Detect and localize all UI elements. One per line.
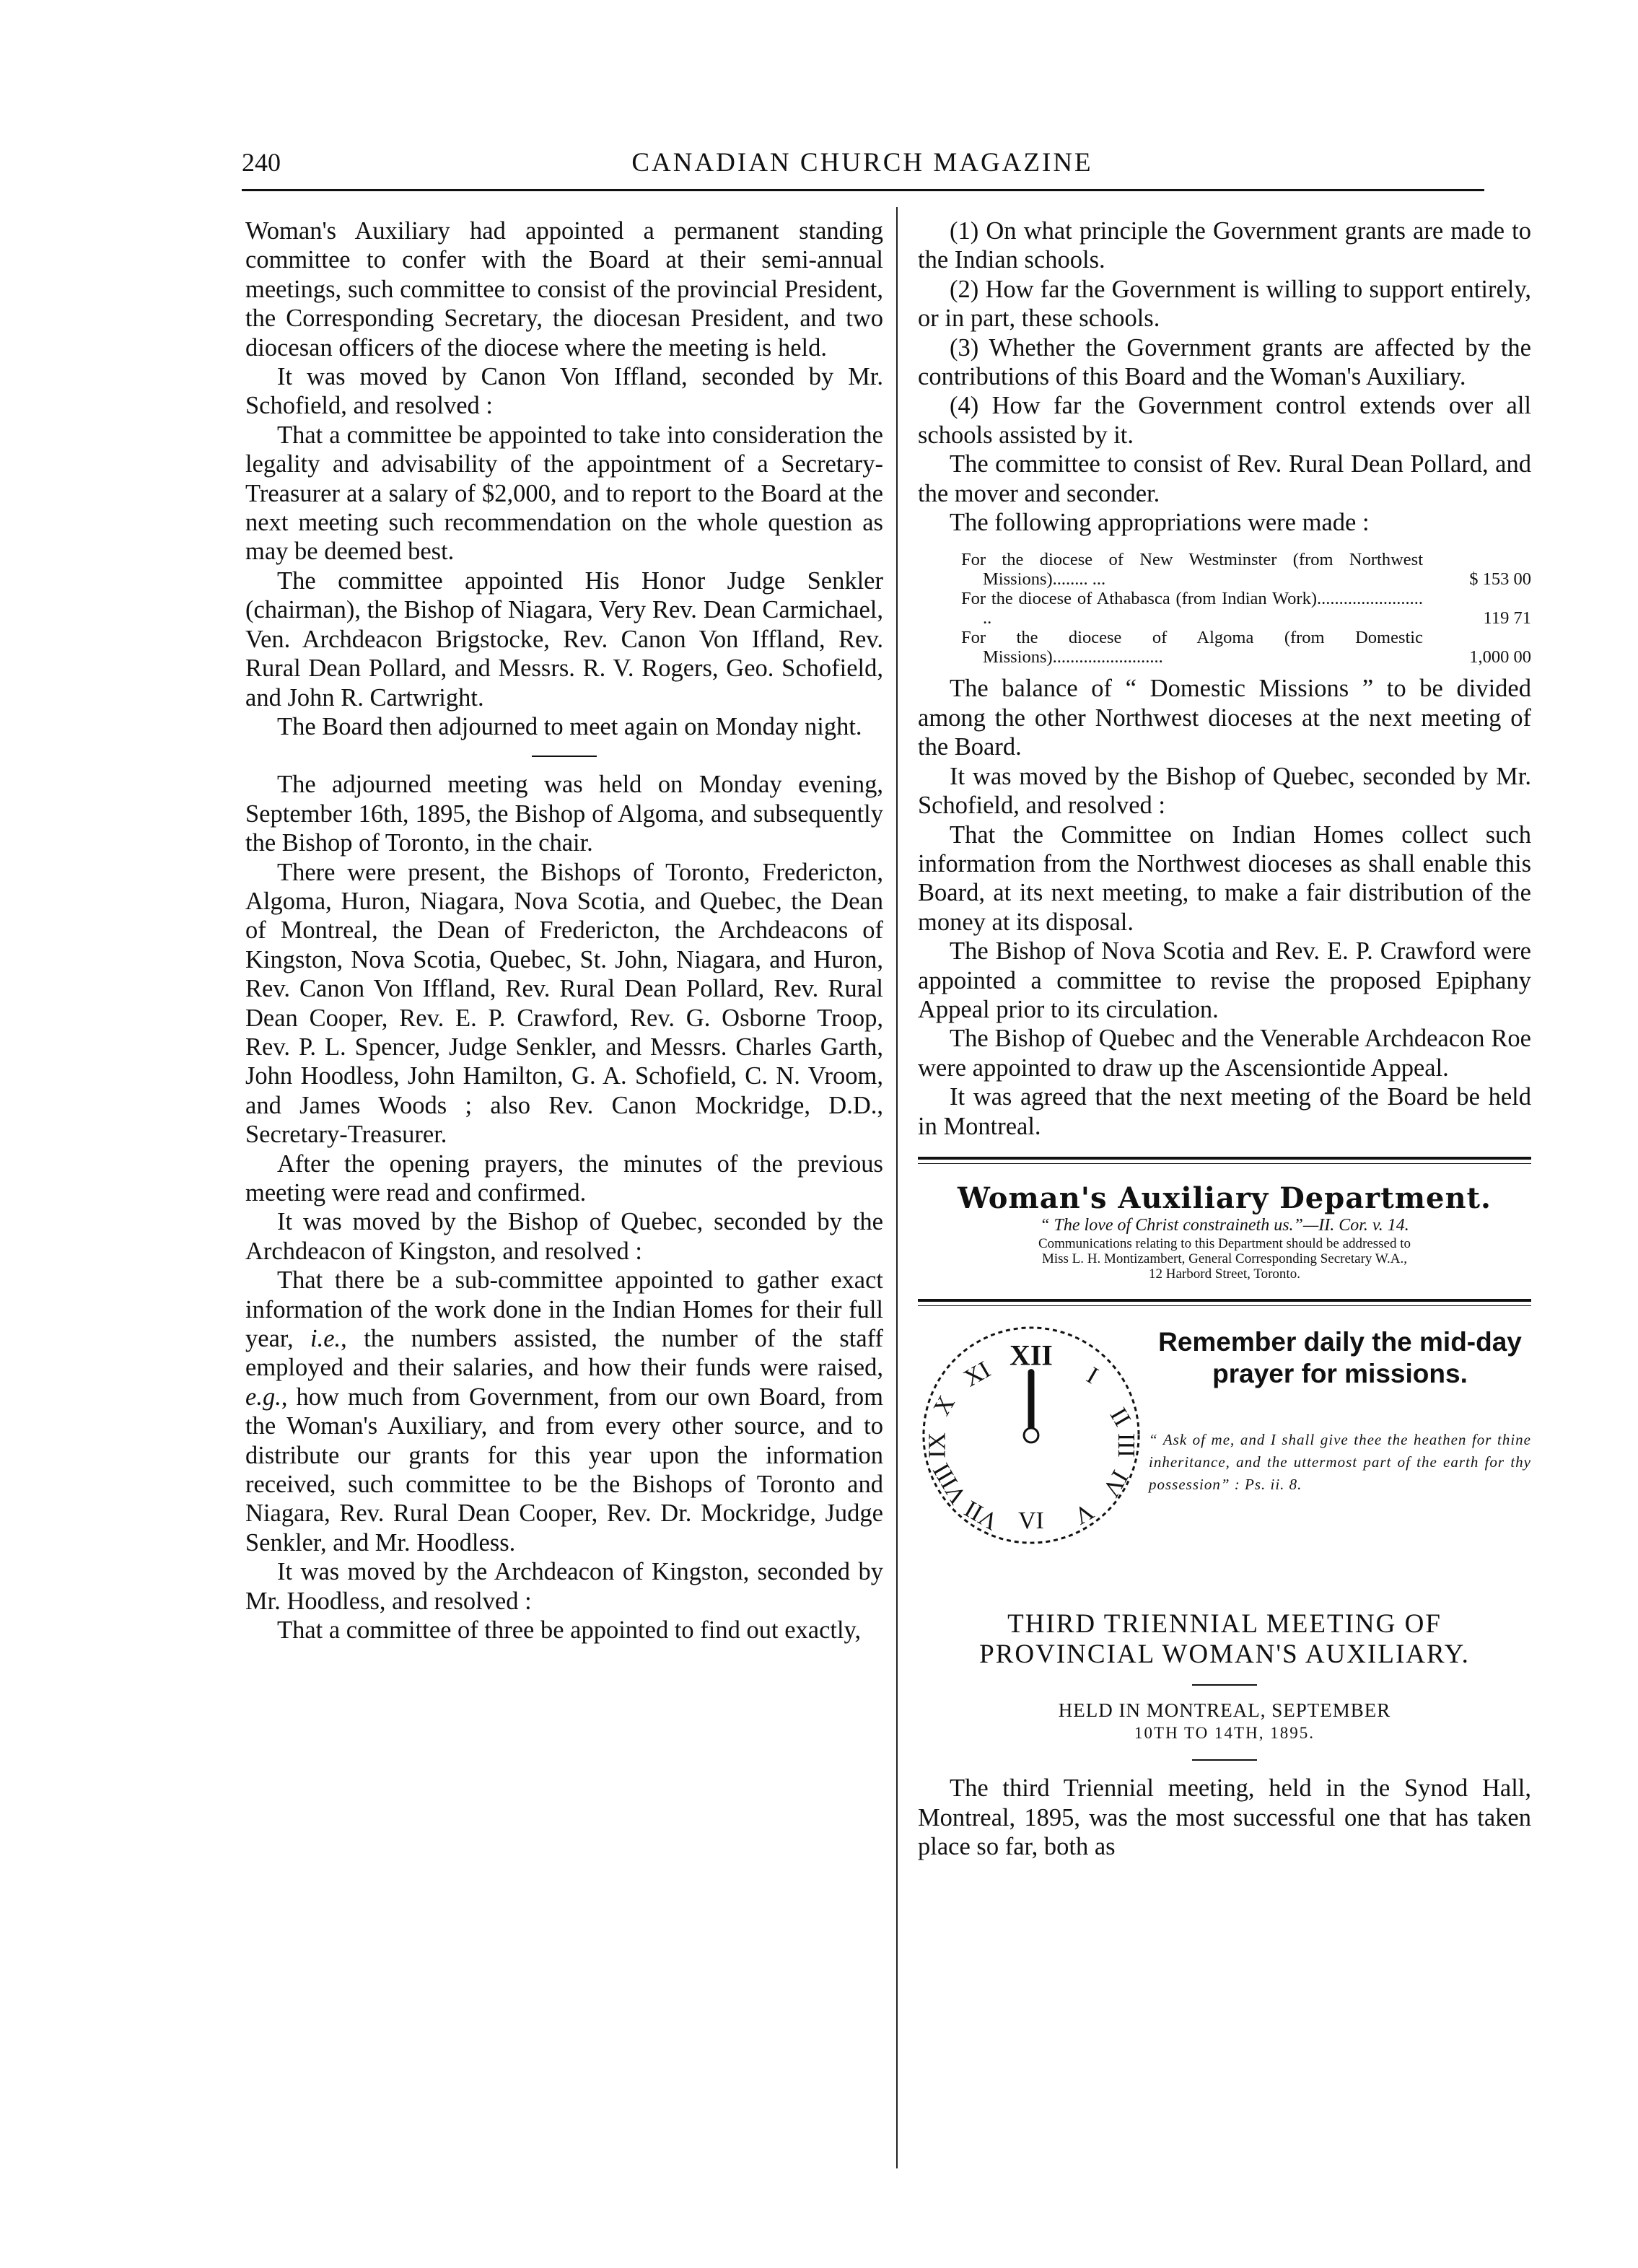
appropriation-amount: $ 153 00 bbox=[1469, 569, 1531, 590]
column-divider bbox=[896, 207, 898, 2168]
paragraph: It was moved by the Bishop of Quebec, seconded by Mr. Schofield, and resolved : bbox=[918, 762, 1531, 820]
appropriation-desc: For the diocese of New Westminster (from Northwest Missions)........ ... bbox=[961, 550, 1423, 590]
paragraph: (4) How far the Government control extends over all schools assisted by it. bbox=[918, 392, 1531, 449]
paragraph: The Bishop of Nova Scotia and Rev. E. P. Crawford were appointed a committee to revise the proposed Epiphany Appeal prior to its circulation. bbox=[918, 937, 1531, 1023]
page-number: 240 bbox=[242, 148, 281, 177]
paragraph: It was moved by Canon Von Iffland, seconded by Mr. Schofield, and resolved : bbox=[245, 363, 883, 420]
italic-abbrev: e.g. bbox=[245, 1383, 281, 1411]
clock-icon bbox=[916, 1321, 1146, 1550]
reminder-heading: Remember daily the mid-day prayer for missions. bbox=[1158, 1327, 1522, 1389]
paragraph: It was moved by the Archdeacon of Kingston, seconded by Mr. Hoodless, and resolved : bbox=[245, 1558, 883, 1615]
comm-line: Miss L. H. Montizambert, General Corresponding Secretary W.A., bbox=[1041, 1251, 1408, 1267]
double-rule bbox=[918, 1157, 1531, 1164]
header-rule bbox=[242, 189, 1484, 191]
svg-text:IX: IX bbox=[924, 1432, 951, 1459]
svg-text:XII: XII bbox=[1009, 1339, 1053, 1372]
paragraph: It was moved by the Bishop of Quebec, seconded by the Archdeacon of Kingston, and resolved : bbox=[245, 1208, 883, 1265]
italic-abbrev: i.e. bbox=[310, 1325, 341, 1353]
department-communications bbox=[918, 1236, 1531, 1282]
held-date: 10TH TO 14TH, 1895. bbox=[1134, 1724, 1315, 1743]
svg-text:III: III bbox=[1113, 1433, 1140, 1458]
svg-text:VII: VII bbox=[960, 1495, 1003, 1536]
paragraph: (3) Whether the Government grants are affected by the contributions of this Board and the Woman's Auxiliary. bbox=[918, 333, 1531, 391]
section-separator bbox=[1192, 1759, 1257, 1761]
svg-text:XI: XI bbox=[959, 1356, 995, 1393]
noon-prayer-box bbox=[918, 1321, 1531, 1602]
paragraph: That a committee of three be appointed to find out exactly, bbox=[277, 1616, 862, 1645]
paragraph: That the Committee on Indian Homes collect such information from the Northwest dioceses as shall enable this Board, at its next meeting, to make a fair distribution of the money at its disposal. bbox=[918, 820, 1531, 936]
paragraph: After the opening prayers, the minutes of the previous meeting were read and confirmed. bbox=[245, 1150, 883, 1207]
svg-text:X: X bbox=[928, 1391, 960, 1421]
appropriation-desc: For the diocese of Athabasca (from Indian Work)........................ .. bbox=[961, 589, 1423, 629]
paragraph: The Bishop of Quebec and the Venerable Archdeacon Roe were appointed to draw up the Ascensiontide Appeal. bbox=[918, 1025, 1531, 1082]
appropriation-row bbox=[918, 628, 1531, 667]
svg-text:I: I bbox=[1082, 1362, 1103, 1390]
paragraph: The following appropriations were made : bbox=[950, 509, 1370, 537]
paragraph: The Board then adjourned to meet again on Monday night. bbox=[277, 712, 862, 740]
page-header bbox=[242, 147, 1483, 185]
svg-text:V: V bbox=[1069, 1497, 1098, 1530]
paragraph: It was agreed that the next meeting of the Board be held in Montreal. bbox=[918, 1083, 1531, 1140]
double-rule bbox=[918, 1299, 1531, 1306]
left-column bbox=[245, 216, 883, 1645]
section-separator bbox=[532, 756, 597, 757]
comm-line: Communications relating to this Department should be addressed to bbox=[1038, 1236, 1411, 1252]
appropriation-amount: 119 71 bbox=[1483, 608, 1531, 629]
paragraph bbox=[245, 1266, 883, 1557]
paragraph: There were present, the Bishops of Toronto, Fredericton, Algoma, Huron, Niagara, Nova Scotia, and Quebec, the Dean of Montreal, the Dean of Fredericton, the Archdeacons of Kingston, Nova Scotia, Quebec, St. John, Niagara, and Huron, Rev. Canon Von Iffland, Rev. Rural Dean Pollard, Rev. Rural Dean Cooper, Rev. E. P. Crawford, Rev. G. Osborne Troop, Rev. P. L. Spencer, Judge Senkler, and Messrs. Charles Garth, John Hoodless, John Hamilton, G. A. Schofield, C. N. Vroom, and James Woods ; also Rev. Canon Mockridge, D.D., Secretary-Treasurer. bbox=[245, 858, 883, 1149]
running-title: CANADIAN CHURCH MAGAZINE bbox=[631, 148, 1093, 178]
paragraph: The third Triennial meeting, held in the Synod Hall, Montreal, 1895, was the most successful one that has taken place so far, both as bbox=[918, 1774, 1531, 1861]
paragraph: The adjourned meeting was held on Monday evening, September 16th, 1895, the Bishop of Algoma, and subsequently the Bishop of Toronto, in the chair. bbox=[245, 771, 883, 857]
text-run: , how much from Government, from our own Board, from the Woman's Auxiliary, and from every other source, and to distribute our grants for this year upon the information received, such committee to be the Bishops of Toronto and Niagara, Rev. Rural Dean Cooper, Rev. Dr. Mockridge, Judge Senkler, and Mr. Hoodless. bbox=[245, 1383, 883, 1556]
appropriation-row bbox=[918, 550, 1531, 589]
appropriation-desc: For the diocese of Algoma (from Domestic Missions)......................... bbox=[961, 628, 1423, 667]
svg-text:VI: VI bbox=[1018, 1507, 1044, 1535]
appropriation-amount: 1,000 00 bbox=[1469, 647, 1531, 667]
text-run: That there be a sub-committee appointed to gather exact information of the work done in the Indian Homes for their full year, bbox=[245, 1266, 883, 1353]
paragraph: That a committee be appointed to take into consideration the legality and advisability of the appointment of a Secretary-Treasurer at a salary of $2,000, and to report to the Board at the next meeting such recommendation on the whole question as may be deemed best. bbox=[245, 421, 883, 566]
appropriations-list bbox=[918, 550, 1531, 667]
comm-line: 12 Harbord Street, Toronto. bbox=[1149, 1266, 1300, 1282]
paragraph: Woman's Auxiliary had appointed a permanent standing committee to confer with the Board at their semi-annual meetings, such committee to consist of the provincial President, the Corresponding Secretary, the diocesan President, and two diocesan officers of the diocese where the meeting is held. bbox=[245, 217, 883, 362]
paragraph: (1) On what principle the Government grants are made to the Indian schools. bbox=[918, 217, 1531, 274]
section-title: THIRD TRIENNIAL MEETING OF PROVINCIAL WOMAN'S AUXILIARY. bbox=[979, 1609, 1470, 1670]
held-line: HELD IN MONTREAL, SEPTEMBER bbox=[1058, 1699, 1391, 1722]
paragraph: (2) How far the Government is willing to support entirely, or in part, these schools. bbox=[918, 275, 1531, 333]
scripture-quote: “ Ask of me, and I shall give thee the heathen for thine inheritance, and the uttermost part of the earth for thy possession” : Ps. ii. 8. bbox=[1149, 1431, 1531, 1494]
department-title: Woman's Auxiliary Department. bbox=[958, 1181, 1492, 1215]
paragraph: The committee to consist of Rev. Rural Dean Pollard, and the mover and seconder. bbox=[918, 450, 1531, 507]
department-quote: “ The love of Christ constraineth us.”—II. Cor. v. 14. bbox=[1040, 1216, 1409, 1235]
appropriation-row bbox=[918, 589, 1531, 628]
paragraph: The balance of “ Domestic Missions ” to be divided among the other Northwest dioceses at the next meeting of the Board. bbox=[918, 675, 1531, 761]
paragraph: The committee appointed His Honor Judge Senkler (chairman), the Bishop of Niagara, Very Rev. Dean Carmichael, Ven. Archdeacon Brigstocke, Rev. Canon Von Iffland, Rev. Rural Dean Pollard, and Messrs. R. V. Rogers, Geo. Schofield, and John R. Cartwright. bbox=[245, 566, 883, 712]
svg-text:II: II bbox=[1104, 1404, 1136, 1432]
right-column bbox=[918, 216, 1531, 1862]
section-separator bbox=[1192, 1684, 1257, 1686]
svg-text:IV: IV bbox=[1097, 1466, 1134, 1502]
text-run: , the numbers assisted, the number of the staff employed and their salaries, and how their funds were raised, bbox=[245, 1325, 884, 1382]
svg-text:VIII: VIII bbox=[928, 1458, 973, 1509]
